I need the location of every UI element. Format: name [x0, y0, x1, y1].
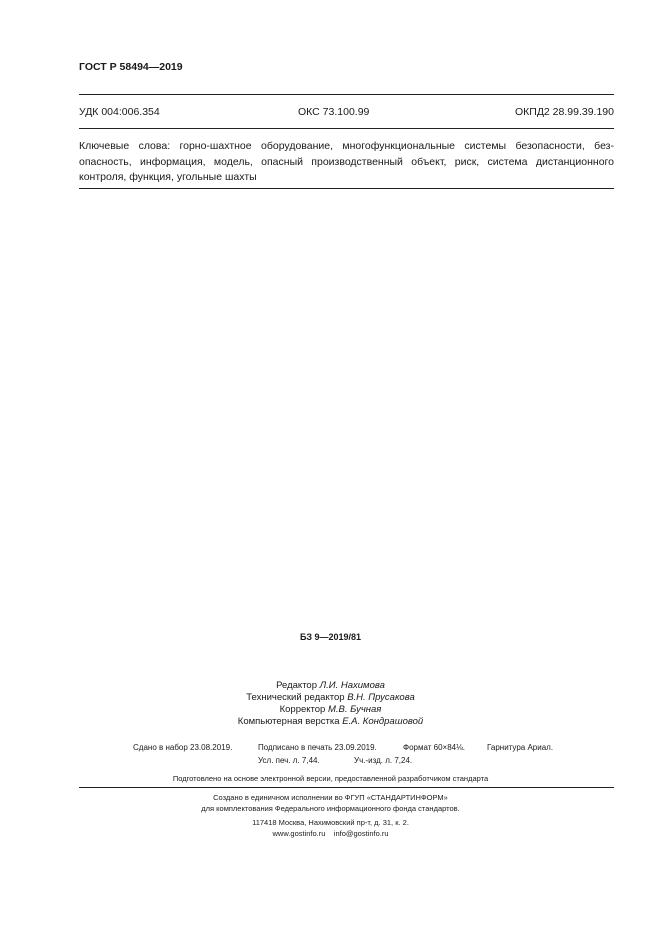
editorial-staff: [0, 680, 661, 728]
okpd-code: ОКПД2 28.99.39.190: [514, 106, 614, 118]
editor-name: Л.И. Нахимова: [319, 680, 385, 691]
publisher-address: 117418 Москва, Нахимовский пр-т, д. 31, к. 2.: [252, 818, 409, 827]
publisher-contacts: [0, 818, 661, 839]
editor-role: Редактор: [276, 680, 318, 691]
top-divider: [79, 94, 614, 95]
tech-editor-name: В.Н. Прусакова: [347, 692, 415, 703]
codes-divider: [79, 128, 614, 129]
publish-sheets: Уч.-изд. л. 7,24.: [354, 756, 413, 765]
prepared-note: Подготовлено на основе электронной версии, предоставленной разработчиком стандарта: [172, 774, 489, 783]
corrector-line: [0, 704, 661, 716]
submitted-date: Сдано в набор 23.08.2019.: [133, 743, 233, 752]
publisher-info: [0, 793, 661, 814]
publisher-links: [0, 829, 661, 840]
tech-editor-role: Технический редактор: [246, 692, 345, 703]
keywords-block: [79, 139, 614, 186]
tech-editor-line: [0, 692, 661, 704]
print-sheets: Усл. печ. л. 7,44.: [258, 756, 320, 765]
created-line: для комплектования Федерального информационного фонда стандартов.: [201, 803, 460, 813]
corrector-role: Корректор: [279, 704, 326, 715]
email-link[interactable]: info@gostinfo.ru: [333, 828, 389, 838]
bz-number: БЗ 9—2019/81: [299, 632, 362, 642]
publisher-divider: [79, 787, 614, 788]
editor-line: [0, 680, 661, 692]
classification-codes: [79, 106, 614, 120]
layout-line: [0, 716, 661, 728]
standard-number: ГОСТ Р 58494—2019: [79, 61, 183, 73]
keywords-line: Ключевые слова: горно-шахтное оборудование, многофункциональные системы безопасности, без-: [79, 140, 614, 152]
udk-code: УДК 004:006.354: [79, 106, 160, 118]
layout-role: Компьютерная верстка: [237, 716, 340, 727]
signed-date: Подписано в печать 23.09.2019.: [258, 743, 377, 752]
layout-name: Е.А. Кондрашовой: [342, 716, 424, 727]
created-line: Создано в единичном исполнении во ФГУП «СТАНДАРТИНФОРМ»: [213, 793, 448, 802]
website-link[interactable]: www.gostinfo.ru: [272, 828, 326, 838]
print-format: Формат 60×84⅛.: [403, 743, 466, 752]
corrector-name: М.В. Бучная: [327, 704, 382, 715]
typeface: Гарнитура Ариал.: [487, 743, 554, 752]
keywords-line: контроля, функция, угольные шахты: [79, 171, 257, 183]
keywords-line: опасность, информация, модель, опасный производственный объект, риск, система дистанционного: [79, 155, 614, 168]
keywords-divider: [79, 188, 614, 189]
oks-code: ОКС 73.100.99: [298, 106, 370, 118]
